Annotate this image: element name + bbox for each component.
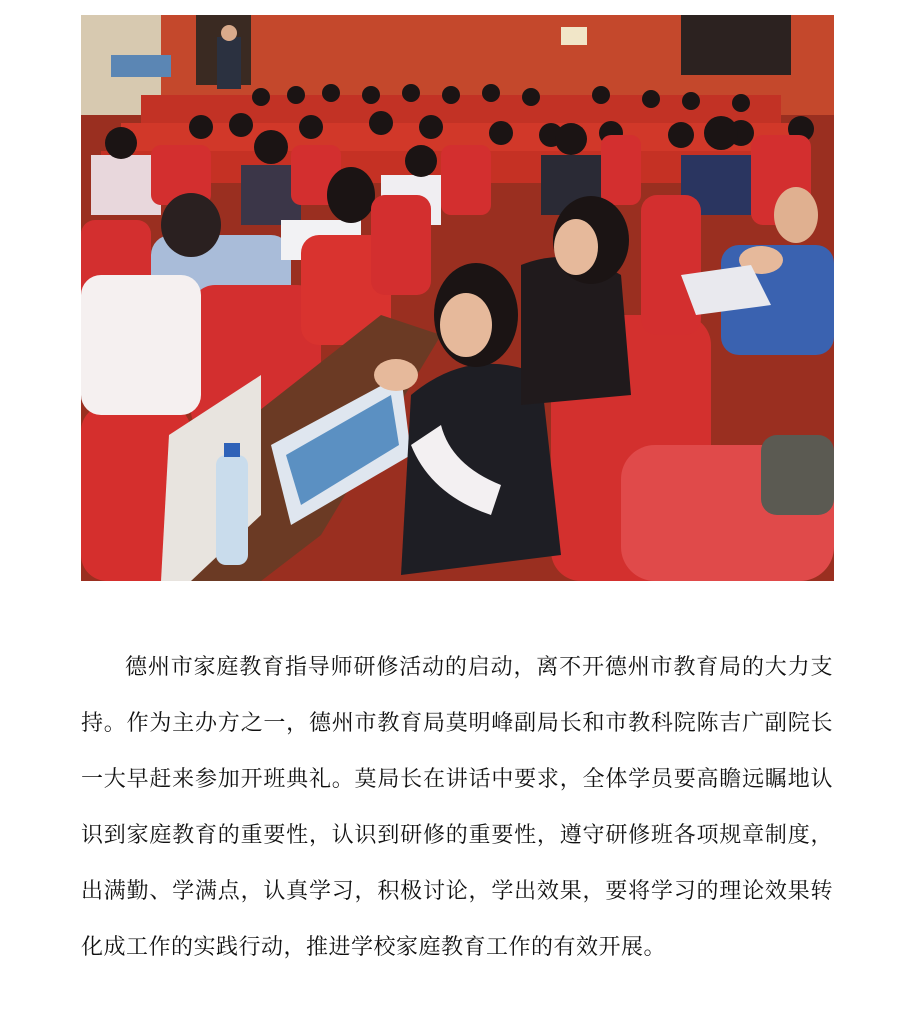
foreground-man-white-shirt (81, 275, 201, 415)
water-bottle (216, 455, 248, 565)
right-window (681, 15, 791, 75)
article-paragraph: 德州市家庭教育指导师研修活动的启动，离不开德州市教育局的大力支持。作为主办方之一，德州市教育局莫明峰副局长和市教科院陈吉广副院长一大早赶来参加开班典礼。莫局长在讲话中要求，全体学员要高瞻远瞩地认识到家庭教育的重要性，认识到研修的重要性，遵守研修班各项规章制度，出满勤、学满点，认真学习，积极讨论，学出效果，要将学习的理论效果转化成工作的实践行动，推进学校家庭教育工作的有效开展。 (81, 655, 833, 960)
wall-sign (561, 27, 587, 45)
backpack (761, 435, 834, 515)
water-bottles (111, 55, 171, 77)
speaker-head (221, 25, 237, 41)
bottle-cap (224, 443, 240, 457)
conference-audience-photo (81, 15, 834, 581)
photo-illustration (81, 15, 834, 581)
speaker-figure (217, 37, 241, 89)
